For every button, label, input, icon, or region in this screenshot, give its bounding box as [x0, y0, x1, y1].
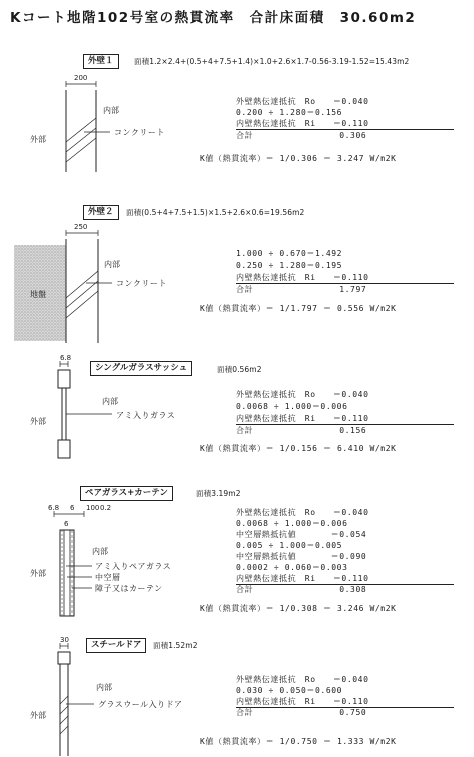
calc-row: 0.030 ÷ 0.050＝0.600 — [236, 686, 343, 695]
material-label: グラスウール入りドア — [98, 700, 183, 709]
area-formula: 面積3.19m2 — [196, 489, 241, 498]
calc-row: 1.000 ÷ 0.670＝1.492 — [236, 249, 343, 258]
calc-row: 外壁熱伝達抵抗 Ro ＝0.040 — [236, 390, 369, 399]
inside-label: 内部 — [96, 683, 112, 692]
calc-row: 内壁熱伝達抵抗 Ri ＝0.110 — [236, 574, 454, 585]
material-label: コンクリート — [116, 279, 167, 288]
material-label: コンクリート — [114, 128, 165, 137]
dimension-label: 30 — [60, 636, 69, 644]
section-steel-door — [0, 634, 474, 756]
section-label: スチールドア — [86, 638, 146, 653]
outside-label: 外部 — [30, 711, 46, 720]
material-label: アミ入りガラス — [116, 411, 176, 420]
k-value: K値（熱貫流率）＝ 1/1.797 ＝ 0.556 W/m2K — [200, 304, 397, 313]
inside-label: 内部 — [102, 397, 118, 406]
calc-row: 内壁熱伝達抵抗 Ri ＝0.110 — [236, 119, 454, 130]
outside-label: 外部 — [30, 135, 46, 144]
section-label: 外壁２ — [83, 205, 119, 220]
calc-row: 0.250 ÷ 1.280＝0.195 — [236, 261, 343, 270]
inside-label: 内部 — [104, 260, 120, 269]
calc-total-row: 合計 0.308 — [236, 585, 367, 594]
section-label: シングルガラスサッシュ — [90, 361, 192, 376]
calc-row: 外壁熱伝達抵抗 Ro ＝0.040 — [236, 508, 369, 517]
calc-total-row: 合計 0.156 — [236, 426, 367, 435]
calc-total-row: 合計 0.306 — [236, 131, 367, 140]
calc-row: 外壁熱伝達抵抗 Ro ＝0.040 — [236, 675, 369, 684]
inside-label: 内部 — [103, 106, 119, 115]
k-value: K値（熱貫流率）＝ 1/0.308 ＝ 3.246 W/m2K — [200, 604, 397, 613]
area-formula: 面積1.2×2.4+(0.5+4+7.5+1.4)×1.0+2.6×1.7-0.56-3.19-1.52=15.43m2 — [134, 57, 410, 66]
dimension-label: 250 — [74, 223, 88, 231]
k-value: K値（熱貫流率）＝ 1/0.306 ＝ 3.247 W/m2K — [200, 154, 397, 163]
dimension-label: 6.8 — [48, 504, 60, 512]
calc-row: 0.200 ÷ 1.280＝0.156 — [236, 108, 343, 117]
calc-total-row: 合計 1.797 — [236, 285, 367, 294]
calc-row: 0.0002 ÷ 0.060＝0.003 — [236, 563, 348, 572]
calc-row: 内壁熱伝達抵抗 Ri ＝0.110 — [236, 273, 454, 284]
section-label: 外壁１ — [83, 54, 119, 69]
material-label: 障子又はカーテン — [95, 584, 163, 593]
k-value: K値（熱貫流率）＝ 1/0.750 ＝ 1.333 W/m2K — [200, 737, 397, 746]
dimension-label: 100 — [86, 504, 100, 512]
section-exterior-wall-1 — [0, 52, 474, 172]
inside-label: 内部 — [92, 547, 108, 556]
dimension-label: 200 — [74, 74, 88, 82]
calc-row: 内壁熱伝達抵抗 Ri ＝0.110 — [236, 697, 454, 708]
calc-row: 0.005 ÷ 1.000＝0.005 — [236, 541, 343, 550]
calc-row: 0.0068 ÷ 1.000＝0.006 — [236, 519, 348, 528]
calc-row: 中空層熱抵抗値 ＝0.090 — [236, 552, 367, 561]
k-value: K値（熱貫流率）＝ 1/0.156 ＝ 6.410 W/m2K — [200, 444, 397, 453]
section-exterior-wall-2 — [0, 203, 474, 343]
area-formula: 面積0.56m2 — [217, 365, 262, 374]
material-label: 中空層 — [95, 573, 121, 582]
page-title: Kコート地階102号室の熱貫流率 合計床面積 30.60m2 — [10, 10, 417, 26]
dimension-label: 6 — [64, 520, 69, 528]
outside-label: 外部 — [30, 569, 46, 578]
calc-row: 外壁熱伝達抵抗 Ro ＝0.040 — [236, 97, 369, 106]
outside-label: 外部 — [30, 417, 46, 426]
dimension-label: 6 — [70, 504, 75, 512]
calc-row: 内壁熱伝達抵抗 Ri ＝0.110 — [236, 414, 454, 425]
area-formula: 面積(0.5+4+7.5+1.5)×1.5+2.6×0.6=19.56m2 — [126, 208, 305, 217]
section-pair-glass-curtain — [0, 484, 474, 620]
calc-row: 中空層熱抵抗値 ＝0.054 — [236, 530, 367, 539]
area-formula: 面積1.52m2 — [153, 641, 198, 650]
calc-row: 0.0068 ÷ 1.000＝0.006 — [236, 402, 348, 411]
dimension-label: 0.2 — [100, 504, 112, 512]
calc-total-row: 合計 0.750 — [236, 708, 367, 717]
ground-label: 地盤 — [30, 290, 46, 299]
dimension-label: 6.8 — [60, 354, 72, 362]
section-label: ペアガラス+カーテン — [80, 486, 173, 501]
material-label: アミ入りペアガラス — [95, 562, 172, 571]
section-single-glass-sash — [0, 352, 474, 462]
